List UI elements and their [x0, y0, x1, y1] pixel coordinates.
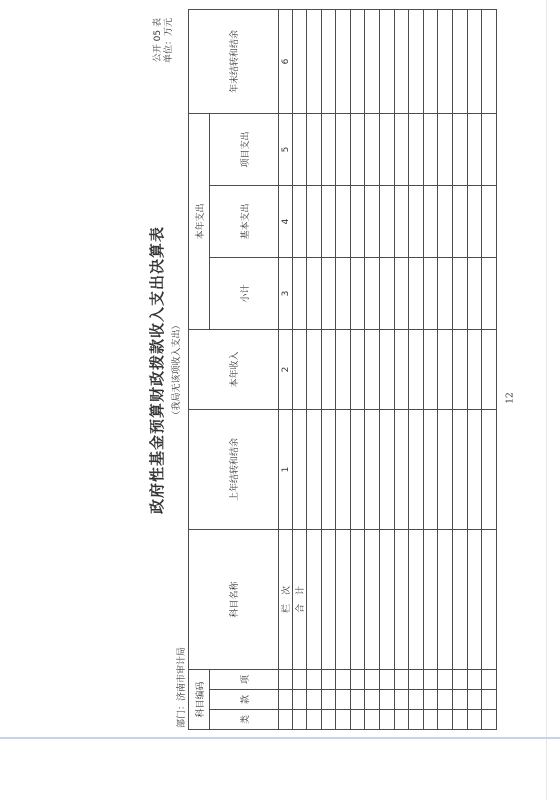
empty-cell: [293, 409, 307, 529]
empty-cell: [423, 409, 438, 529]
empty-cell: [307, 529, 322, 669]
empty-cell: [307, 113, 322, 185]
empty-cell: [482, 690, 497, 710]
empty-cell: [423, 690, 438, 710]
empty-cell: [336, 690, 351, 710]
empty-cell: [321, 257, 336, 329]
empty-cell: [409, 257, 424, 329]
empty-cell: [307, 409, 322, 529]
empty-cell: [336, 9, 351, 113]
empty-cell: [409, 529, 424, 669]
empty-cell: [307, 669, 322, 689]
empty-cell: [350, 409, 365, 529]
empty-cell: [482, 257, 497, 329]
empty-cell: [409, 329, 424, 409]
empty-cell: [321, 113, 336, 185]
empty-cell: [279, 669, 293, 689]
empty-cell: [350, 185, 365, 257]
empty-cell: [394, 257, 409, 329]
empty-cell: [365, 409, 380, 529]
table-row: [379, 9, 394, 729]
empty-cell: [438, 529, 453, 669]
empty-cell: [279, 690, 293, 710]
empty-cell: [293, 329, 307, 409]
empty-cell: [321, 710, 336, 730]
empty-cell: [336, 329, 351, 409]
empty-cell: [423, 710, 438, 730]
empty-cell: [350, 9, 365, 113]
empty-cell: [350, 529, 365, 669]
empty-cell: [379, 409, 394, 529]
empty-cell: [409, 185, 424, 257]
empty-cell: [307, 185, 322, 257]
total-label: 合 计: [293, 529, 307, 669]
rotated-sheet: [140, 10, 560, 730]
empty-cell: [293, 185, 307, 257]
empty-cell: [307, 9, 322, 113]
document-subtitle: （我局无该项收入支出）: [172, 320, 182, 420]
table-row: [438, 9, 453, 729]
column-index-6: 6: [279, 9, 293, 113]
empty-cell: [321, 529, 336, 669]
empty-cell: [438, 9, 453, 113]
empty-cell: [350, 690, 365, 710]
empty-cell: [307, 329, 322, 409]
empty-cell: [452, 409, 467, 529]
table-row: [336, 9, 351, 729]
table-row: [321, 9, 336, 729]
empty-cell: [394, 113, 409, 185]
unit-label: 单位：万元: [164, 18, 174, 64]
empty-cell: [467, 329, 482, 409]
empty-cell: [423, 669, 438, 689]
empty-cell: [452, 9, 467, 113]
empty-cell: [336, 710, 351, 730]
empty-cell: [438, 710, 453, 730]
page-number: 12: [505, 392, 516, 404]
empty-cell: [350, 710, 365, 730]
empty-cell: [350, 329, 365, 409]
header-class: 类: [210, 710, 279, 730]
column-index-row: [279, 9, 293, 729]
empty-cell: [423, 9, 438, 113]
empty-cell: [394, 669, 409, 689]
table-row: [423, 9, 438, 729]
empty-cell: [394, 409, 409, 529]
empty-cell: [379, 690, 394, 710]
header-item: 项: [210, 669, 279, 689]
header-section: 款: [210, 690, 279, 710]
header-row-1: [189, 9, 210, 729]
empty-cell: [293, 9, 307, 113]
header-project: 项目支出: [210, 113, 279, 185]
empty-cell: [394, 690, 409, 710]
empty-cell: [321, 329, 336, 409]
header-subject-name: 科目名称: [189, 529, 279, 669]
empty-cell: [438, 329, 453, 409]
empty-cell: [365, 669, 380, 689]
empty-cell: [467, 9, 482, 113]
column-index-label: 栏 次: [279, 529, 293, 669]
empty-cell: [394, 529, 409, 669]
empty-cell: [423, 185, 438, 257]
empty-cell: [423, 529, 438, 669]
empty-cell: [452, 669, 467, 689]
empty-cell: [321, 409, 336, 529]
empty-cell: [350, 257, 365, 329]
empty-cell: [336, 257, 351, 329]
empty-cell: [279, 710, 293, 730]
empty-cell: [452, 185, 467, 257]
empty-cell: [409, 710, 424, 730]
empty-cell: [394, 9, 409, 113]
empty-cell: [365, 257, 380, 329]
fund-table: [188, 9, 497, 730]
empty-cell: [365, 690, 380, 710]
empty-cell: [409, 409, 424, 529]
header-subject-code: 科目编码: [189, 669, 210, 729]
empty-cell: [321, 9, 336, 113]
empty-cell: [394, 329, 409, 409]
empty-cell: [467, 257, 482, 329]
empty-cell: [452, 113, 467, 185]
empty-cell: [307, 710, 322, 730]
empty-cell: [336, 185, 351, 257]
header-expenditure: 本年支出: [189, 113, 210, 329]
empty-cell: [365, 113, 380, 185]
empty-cell: [394, 710, 409, 730]
empty-cell: [482, 113, 497, 185]
header-carryover-end: 年末结转和结余: [189, 9, 279, 113]
empty-cell: [409, 669, 424, 689]
empty-cell: [336, 669, 351, 689]
empty-cell: [379, 329, 394, 409]
table-row: [394, 9, 409, 729]
header-subtotal: 小计: [210, 257, 279, 329]
empty-cell: [365, 529, 380, 669]
empty-cell: [452, 329, 467, 409]
empty-cell: [365, 329, 380, 409]
empty-cell: [293, 669, 307, 689]
column-index-1: 1: [279, 409, 293, 529]
empty-cell: [423, 329, 438, 409]
empty-cell: [423, 113, 438, 185]
empty-cell: [467, 690, 482, 710]
header-basic: 基本支出: [210, 185, 279, 257]
column-index-5: 5: [279, 113, 293, 185]
table-row: [350, 9, 365, 729]
empty-cell: [321, 690, 336, 710]
table-row: [409, 9, 424, 729]
empty-cell: [438, 113, 453, 185]
table-row: [365, 9, 380, 729]
department-label: 部门：济南市审计局: [177, 646, 187, 728]
header-carryover-start: 上年结转和结余: [189, 409, 279, 529]
bottom-edge-line: [0, 737, 560, 739]
empty-cell: [394, 185, 409, 257]
empty-cell: [482, 329, 497, 409]
empty-cell: [336, 409, 351, 529]
total-row: [293, 9, 307, 729]
empty-cell: [379, 710, 394, 730]
empty-cell: [409, 9, 424, 113]
empty-cell: [452, 710, 467, 730]
empty-cell: [293, 690, 307, 710]
empty-cell: [365, 9, 380, 113]
empty-cell: [438, 669, 453, 689]
empty-cell: [482, 529, 497, 669]
empty-cell: [379, 113, 394, 185]
empty-cell: [336, 529, 351, 669]
empty-cell: [293, 257, 307, 329]
empty-cell: [467, 185, 482, 257]
empty-cell: [482, 9, 497, 113]
document-title: 政府性基金预算财政拨款收入支出决算表: [148, 226, 166, 515]
empty-cell: [452, 257, 467, 329]
empty-cell: [350, 113, 365, 185]
empty-cell: [438, 257, 453, 329]
empty-cell: [293, 113, 307, 185]
empty-cell: [482, 185, 497, 257]
empty-cell: [321, 185, 336, 257]
empty-cell: [350, 669, 365, 689]
empty-cell: [467, 710, 482, 730]
empty-cell: [438, 690, 453, 710]
column-index-4: 4: [279, 185, 293, 257]
empty-cell: [379, 257, 394, 329]
empty-cell: [336, 113, 351, 185]
empty-cell: [452, 529, 467, 669]
empty-cell: [365, 710, 380, 730]
table-row: [467, 9, 482, 729]
empty-cell: [438, 409, 453, 529]
empty-cell: [482, 409, 497, 529]
table-row: [452, 9, 467, 729]
empty-cell: [379, 9, 394, 113]
empty-cell: [438, 185, 453, 257]
empty-cell: [423, 257, 438, 329]
empty-cell: [482, 710, 497, 730]
empty-cell: [467, 113, 482, 185]
empty-cell: [409, 690, 424, 710]
empty-cell: [379, 669, 394, 689]
column-index-3: 3: [279, 257, 293, 329]
table-row: [307, 9, 322, 729]
header-income: 本年收入: [189, 329, 279, 409]
empty-cell: [482, 669, 497, 689]
empty-cell: [365, 185, 380, 257]
empty-cell: [293, 710, 307, 730]
empty-cell: [307, 690, 322, 710]
empty-cell: [452, 690, 467, 710]
empty-cell: [379, 529, 394, 669]
empty-cell: [321, 669, 336, 689]
table-row: [482, 9, 497, 729]
empty-cell: [467, 669, 482, 689]
empty-cell: [379, 185, 394, 257]
column-index-2: 2: [279, 329, 293, 409]
empty-cell: [307, 257, 322, 329]
empty-cell: [467, 409, 482, 529]
form-code: 公开 05 表: [153, 18, 163, 63]
empty-cell: [409, 113, 424, 185]
empty-cell: [467, 529, 482, 669]
